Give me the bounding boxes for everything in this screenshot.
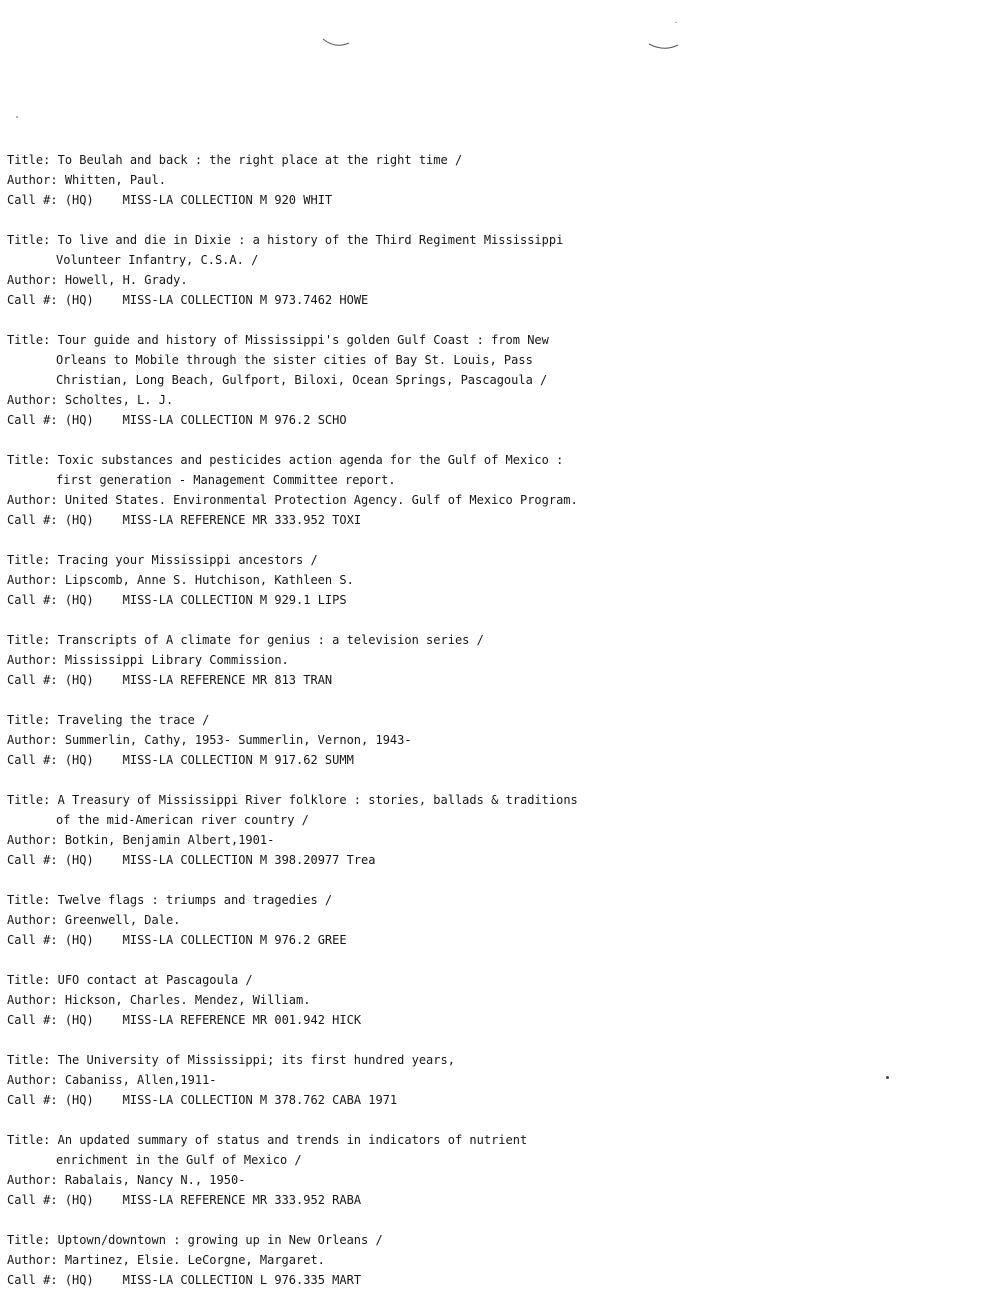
branch-code: (HQ) <box>64 1193 94 1207</box>
record-call-number <box>7 930 967 950</box>
record-author <box>7 170 967 190</box>
author-label: Author: <box>7 653 58 667</box>
call-label: Call #: <box>7 753 58 767</box>
record-title <box>7 330 967 350</box>
author-label: Author: <box>7 733 58 747</box>
call-number-text: MISS-LA REFERENCE MR 333.952 RABA <box>122 1193 362 1207</box>
record-author <box>7 1070 967 1090</box>
record-author <box>7 1170 967 1190</box>
record-title <box>7 1130 967 1150</box>
author-label: Author: <box>7 173 58 187</box>
author-label: Author: <box>7 833 58 847</box>
title-text: To Beulah and back : the right place at the right time / <box>57 153 463 167</box>
record-call-number <box>7 670 967 690</box>
record-author <box>7 570 967 590</box>
catalog-record <box>7 630 967 690</box>
call-label: Call #: <box>7 513 58 527</box>
call-number-text: MISS-LA COLLECTION M 976.2 GREE <box>122 933 347 947</box>
call-label: Call #: <box>7 593 58 607</box>
record-call-number <box>7 750 967 770</box>
title-label: Title: <box>7 233 51 247</box>
catalog-record-list <box>7 150 967 1310</box>
record-title <box>7 970 967 990</box>
title-label: Title: <box>7 153 51 167</box>
record-author <box>7 910 967 930</box>
call-label: Call #: <box>7 293 58 307</box>
record-title <box>7 630 967 650</box>
author-label: Author: <box>7 273 58 287</box>
record-call-number <box>7 1190 967 1210</box>
call-number-text: MISS-LA REFERENCE MR 333.952 TOXI <box>122 513 362 527</box>
title-label: Title: <box>7 553 51 567</box>
call-number-text: MISS-LA REFERENCE MR 813 TRAN <box>122 673 333 687</box>
call-number-text: MISS-LA COLLECTION M 378.762 CABA 1971 <box>122 1093 398 1107</box>
record-call-number <box>7 510 967 530</box>
author-label: Author: <box>7 1253 58 1267</box>
scan-mark-left <box>322 37 350 49</box>
call-label: Call #: <box>7 933 58 947</box>
title-label: Title: <box>7 973 51 987</box>
author-text: United States. Environmental Protection Agency. Gulf of Mexico Program. <box>64 493 578 507</box>
branch-code: (HQ) <box>64 753 94 767</box>
branch-code: (HQ) <box>64 593 94 607</box>
title-text: The University of Mississippi; its first hundred years, <box>57 1053 455 1067</box>
author-label: Author: <box>7 393 58 407</box>
author-label: Author: <box>7 913 58 927</box>
catalog-record <box>7 1230 967 1290</box>
author-text: Lipscomb, Anne S. Hutchison, Kathleen S. <box>64 573 354 587</box>
author-text: Summerlin, Cathy, 1953- Summerlin, Vernon, 1943- <box>64 733 412 747</box>
author-text: Mississippi Library Commission. <box>64 653 289 667</box>
title-continuation: Volunteer Infantry, C.S.A. / <box>56 253 259 267</box>
call-number-text: MISS-LA COLLECTION M 398.20977 Trea <box>122 853 376 867</box>
catalog-record <box>7 1130 967 1210</box>
branch-code: (HQ) <box>64 413 94 427</box>
title-continuation: first generation - Management Committee report. <box>56 473 396 487</box>
title-text: Twelve flags : triumps and tragedies / <box>57 893 333 907</box>
author-label: Author: <box>7 1073 58 1087</box>
catalog-record <box>7 790 967 870</box>
author-label: Author: <box>7 573 58 587</box>
title-label: Title: <box>7 713 51 727</box>
catalog-record <box>7 150 967 210</box>
call-number-text: MISS-LA COLLECTION M 976.2 SCHO <box>122 413 347 427</box>
title-text: UFO contact at Pascagoula / <box>57 973 253 987</box>
title-label: Title: <box>7 1233 51 1247</box>
record-call-number <box>7 590 967 610</box>
branch-code: (HQ) <box>64 933 94 947</box>
scan-mark-right <box>648 20 680 50</box>
record-title <box>7 550 967 570</box>
title-text: Toxic substances and pesticides action agenda for the Gulf of Mexico : <box>57 453 564 467</box>
title-label: Title: <box>7 333 51 347</box>
author-text: Howell, H. Grady. <box>64 273 188 287</box>
catalog-record <box>7 230 967 310</box>
call-label: Call #: <box>7 673 58 687</box>
record-author <box>7 490 967 510</box>
call-label: Call #: <box>7 193 58 207</box>
record-title <box>7 710 967 730</box>
record-title <box>7 1050 967 1070</box>
author-text: Scholtes, L. J. <box>64 393 174 407</box>
author-text: Rabalais, Nancy N., 1950- <box>64 1173 246 1187</box>
call-number-text: MISS-LA COLLECTION L 976.335 MART <box>122 1273 362 1287</box>
record-title <box>7 150 967 170</box>
catalog-record <box>7 450 967 530</box>
author-label: Author: <box>7 493 58 507</box>
record-call-number <box>7 410 967 430</box>
record-author <box>7 990 967 1010</box>
record-title <box>7 1230 967 1250</box>
branch-code: (HQ) <box>64 1273 94 1287</box>
branch-code: (HQ) <box>64 673 94 687</box>
call-label: Call #: <box>7 1093 58 1107</box>
record-call-number <box>7 1270 967 1290</box>
call-number-text: MISS-LA REFERENCE MR 001.942 HICK <box>122 1013 362 1027</box>
author-text: Whitten, Paul. <box>64 173 166 187</box>
title-text: Tracing your Mississippi ancestors / <box>57 553 318 567</box>
catalog-record <box>7 890 967 950</box>
catalog-record <box>7 1050 967 1110</box>
branch-code: (HQ) <box>64 1013 94 1027</box>
record-author <box>7 650 967 670</box>
record-title <box>7 890 967 910</box>
record-author <box>7 730 967 750</box>
branch-code: (HQ) <box>64 293 94 307</box>
record-title <box>7 790 967 810</box>
catalog-record <box>7 330 967 430</box>
branch-code: (HQ) <box>64 853 94 867</box>
author-text: Greenwell, Dale. <box>64 913 181 927</box>
title-text: A Treasury of Mississippi River folklore : stories, ballads & traditions <box>57 793 578 807</box>
author-text: Botkin, Benjamin Albert,1901- <box>64 833 275 847</box>
title-label: Title: <box>7 793 51 807</box>
record-title <box>7 230 967 250</box>
call-label: Call #: <box>7 413 58 427</box>
title-continuation: of the mid-American river country / <box>56 813 309 827</box>
record-author <box>7 1250 967 1270</box>
title-continuation: Christian, Long Beach, Gulfport, Biloxi, Ocean Springs, Pascagoula / <box>56 373 548 387</box>
title-label: Title: <box>7 1133 51 1147</box>
title-label: Title: <box>7 893 51 907</box>
title-label: Title: <box>7 633 51 647</box>
title-text: Tour guide and history of Mississippi's golden Gulf Coast : from New <box>57 333 549 347</box>
title-text: Traveling the trace / <box>57 713 210 727</box>
title-continuation: enrichment in the Gulf of Mexico / <box>56 1153 302 1167</box>
title-text: Uptown/downtown : growing up in New Orleans / <box>57 1233 383 1247</box>
branch-code: (HQ) <box>64 193 94 207</box>
title-text: Transcripts of A climate for genius : a television series / <box>57 633 484 647</box>
catalog-record <box>7 970 967 1030</box>
author-label: Author: <box>7 1173 58 1187</box>
call-label: Call #: <box>7 1013 58 1027</box>
title-label: Title: <box>7 1053 51 1067</box>
branch-code: (HQ) <box>64 1093 94 1107</box>
author-text: Hickson, Charles. Mendez, William. <box>64 993 311 1007</box>
title-text: An updated summary of status and trends in indicators of nutrient <box>57 1133 528 1147</box>
call-number-text: MISS-LA COLLECTION M 920 WHIT <box>122 193 333 207</box>
record-author <box>7 830 967 850</box>
record-call-number <box>7 850 967 870</box>
scan-speck <box>16 116 18 118</box>
record-call-number <box>7 190 967 210</box>
call-label: Call #: <box>7 1193 58 1207</box>
title-continuation: Orleans to Mobile through the sister cities of Bay St. Louis, Pass <box>56 353 533 367</box>
call-label: Call #: <box>7 1273 58 1287</box>
catalog-record <box>7 710 967 770</box>
title-label: Title: <box>7 453 51 467</box>
author-label: Author: <box>7 993 58 1007</box>
branch-code: (HQ) <box>64 513 94 527</box>
record-title <box>7 450 967 470</box>
record-author <box>7 270 967 290</box>
author-text: Cabaniss, Allen,1911- <box>64 1073 217 1087</box>
record-call-number <box>7 1090 967 1110</box>
call-number-text: MISS-LA COLLECTION M 929.1 LIPS <box>122 593 347 607</box>
call-number-text: MISS-LA COLLECTION M 917.62 SUMM <box>122 753 354 767</box>
catalog-record <box>7 550 967 610</box>
record-call-number <box>7 290 967 310</box>
call-label: Call #: <box>7 853 58 867</box>
title-text: To live and die in Dixie : a history of the Third Regiment Mississippi <box>57 233 564 247</box>
author-text: Martinez, Elsie. LeCorgne, Margaret. <box>64 1253 325 1267</box>
record-author <box>7 390 967 410</box>
record-call-number <box>7 1010 967 1030</box>
call-number-text: MISS-LA COLLECTION M 973.7462 HOWE <box>122 293 369 307</box>
